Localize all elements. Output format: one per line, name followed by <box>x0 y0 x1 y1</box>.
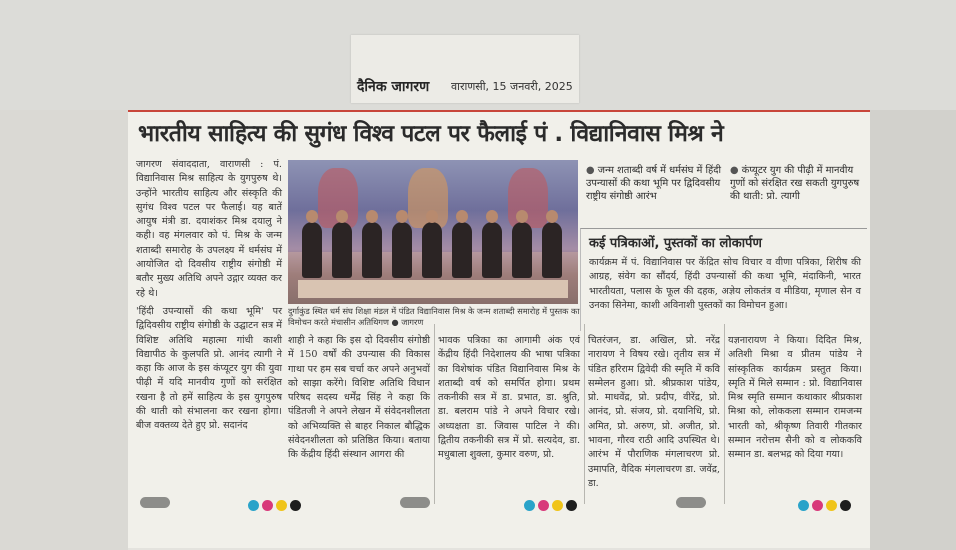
article-column-3: भावक पत्रिका का आगामी अंक एवं केंद्रीय हिंदी निदेशालय की भाषा पत्रिका का विशेषांक पंडित विद्यानिवास मिश्र के शताब्दी वर्ष को समर्पित होगा। प्रथम तकनीकी सत्र में डा. प्रभात, डा. श्रुति, डा. बलराम पांडे ने अपने विचार रखे। अध्यक्षता डा. जिवास पाटिल ने की। द्वितीय तकनीकी सत्र में प्रो. सत्यदेव, डा. मधुबाला शुक्ला, कुमार वरुण, प्रो. <box>438 335 580 461</box>
registration-dot <box>538 500 549 511</box>
registration-dot <box>566 500 577 511</box>
dateline: वाराणसी, 15 जनवरी, 2025 <box>451 80 573 93</box>
guest-figure <box>422 222 442 278</box>
registration-dot <box>826 500 837 511</box>
guest-figure <box>392 222 412 278</box>
article-column-4: चितरंजन, डा. अखिल, प्रो. नरेंद्र नारायण ने विषय रखे। तृतीय सत्र में पंडित हरिराम द्विवेदी की स्मृति में कवि सम्मेलन हुआ। प्रो. श्रीप्रकाश पांडेय, प्रो. माधवेंद्र, प्रो. प्रदीप, वीरेंद्र, प्रो. आनंद, प्रो. संजय, प्रो. दयानिधि, प्रो. अमित, प्रो. अरुण, प्रो. अजीत, प्रो. भावना, गौरव राठी आदि उपस्थित थे। आरंभ में पौराणिक मंगलाचरण प्रो. उमापति, वैदिक मंगलाचरण डा. जवेंद्र, डा. <box>588 335 720 489</box>
print-marker-oval <box>400 497 430 508</box>
registration-dot <box>812 500 823 511</box>
print-marker-oval <box>676 497 706 508</box>
registration-dot <box>248 500 259 511</box>
release-section <box>580 228 867 331</box>
registration-dot <box>290 500 301 511</box>
registration-dot <box>524 500 535 511</box>
guest-figure <box>452 222 472 278</box>
guest-figure <box>332 222 352 278</box>
column-rule <box>434 324 435 504</box>
registration-dot <box>276 500 287 511</box>
bullet-icon: ● <box>586 165 595 176</box>
section-heading: कई पत्रिकाओं, पुस्तकों का लोकार्पण <box>589 236 762 251</box>
article-column-2: शाही ने कहा कि इस दो दिवसीय संगोष्ठी में 150 वर्षों की उपन्यास की विकास गाथा पर हम सब चर्चा कर अपने अनुभवों को साझा करेंगे। विशिष्ट अतिथि विधान परिषद सदस्य धर्मेंद्र सिंह ने कहा कि पंडितजी ने अपने लेखन में संवेदनशीलता को अभिव्यक्ति से बाहर निकाल बौद्धिक संवेदनशीलता को प्रतिष्ठित किया। बताया कि केंद्रीय हिंदी संस्थान आगरा की <box>288 335 430 461</box>
guest-figure <box>482 222 502 278</box>
headline: भारतीय साहित्य की सुगंध विश्व पटल पर फैलाई पं . विद्यानिवास मिश्र ने <box>138 121 724 147</box>
stage-backdrop-figure <box>508 168 548 228</box>
bullet-icon: ● <box>730 165 739 176</box>
guest-figure <box>362 222 382 278</box>
column-rule <box>724 324 725 504</box>
guest-figure <box>542 222 562 278</box>
highlight-bullet-1 <box>586 164 726 203</box>
bullet-text: जन्म शताब्दी वर्ष में धर्मसंघ में हिंदी उपन्यासों की कथा भूमि पर द्विदिवसीय राष्ट्रीय संगोष्ठी आरंभ <box>586 165 722 202</box>
registration-marks <box>524 496 580 508</box>
registration-dot <box>262 500 273 511</box>
column-rule <box>584 324 585 504</box>
masthead-clipping <box>351 35 579 103</box>
print-marker-oval <box>140 497 170 508</box>
article-paragraph: जागरण संवाददाता, वाराणसी : पं. विद्यानिवास मिश्र साहित्य के युगपुरुष थे। उन्होंने भारतीय साहित्य और संस्कृति की सुगंध विश्व पटल पर फैलाई। यह बातें आयुष मंत्री डा. दयाशंकर मिश्र दयालु ने कही। वह मंगलवार को पं. मिश्र के जन्म शताब्दी समारोह के उपलक्ष्य में धर्मसंघ में आयोजित दो दिवसीय राष्ट्रीय संगोष्ठी में बतौर मुख्य अतिथि अपने उद्गार व्यक्त कर रहे थे। <box>136 159 282 299</box>
registration-dot <box>840 500 851 511</box>
section-body: कार्यक्रम में पं. विद्यानिवास पर केंद्रित सोच विचार व वीणा पत्रिका, शिरीष की आग्रह, संवेग का सौंदर्य, हिंदी उपन्यासों की कथा भूमि, मंदाकिनी, भारत भारतीयता, पलास के फूल की दहक, अज्ञेय लोकतंत्र व मीडिया, मृणाल सेन व उनका सिनेमा, काशी अविनाशी पुस्तकों का विमोचन हुआ। <box>589 257 861 311</box>
background-right <box>870 110 956 550</box>
registration-marks <box>798 496 854 508</box>
guest-figure <box>512 222 532 278</box>
registration-dot <box>798 500 809 511</box>
registration-dot <box>552 500 563 511</box>
registration-marks <box>248 496 304 508</box>
highlight-bullet-2 <box>730 164 866 203</box>
background-left <box>0 110 128 550</box>
guest-figure <box>302 222 322 278</box>
article-column-1 <box>136 158 282 434</box>
article-paragraph: 'हिंदी उपन्यासों की कथा भूमि' पर द्विदिवसीय राष्ट्रीय संगोष्ठी के उद्घाटन सत्र में विशिष्ट अतिथि महात्मा गांधी काशी विद्यापीठ के कुलपति प्रो. आनंद त्यागी ने कहा कि आज के इस कंप्यूटर युग की युवा पीढ़ी में यदि मानवीय गुणों को सरंक्षित रखना है तो हमें साहित्य के इस युगपुरुष की थाती को संभालना कर रखना होगा। बीज वक्तव्य देते हुए प्रो. सदानंद <box>136 305 282 432</box>
event-photo <box>288 160 578 304</box>
photo-caption: दुर्गाकुंड स्थित धर्म संघ शिक्षा मंडल में पंडित विद्यानिवास मिश्र के जन्म शताब्दी समारोह में पुस्तक का विमोचन करते मंचासीन अतिथिगण ● जागरण <box>288 306 580 327</box>
stage-banner <box>298 280 568 298</box>
bullet-text: कंप्यूटर युग की पीढ़ी में मानवीय गुणों को संरक्षित रख सकती युगपुरुष की थाती: प्रो. त्यागी <box>730 165 860 202</box>
article-column-5: यज्ञनारायण ने किया। दिदित मिश्र, अतिशी मिश्रा व प्रीतम पांडेय ने सांस्कृतिक कार्यक्रम प्रस्तुत किया। स्मृति में मिले सम्मान : प्रो. विद्यानिवास मिश्र स्मृति सम्मान कथाकार श्रीप्रकाश मिश्रा को, लोककला सम्मान रामजन्म भारती को, श्रीकृष्ण तिवारी गीतकार सम्मान नरोत्तम सैनी को व लोककवि सम्मान डा. बलभद्र को दिया गया। <box>728 335 862 461</box>
newspaper-brand: दैनिक जागरण <box>357 79 430 95</box>
news-clipping <box>128 110 870 548</box>
